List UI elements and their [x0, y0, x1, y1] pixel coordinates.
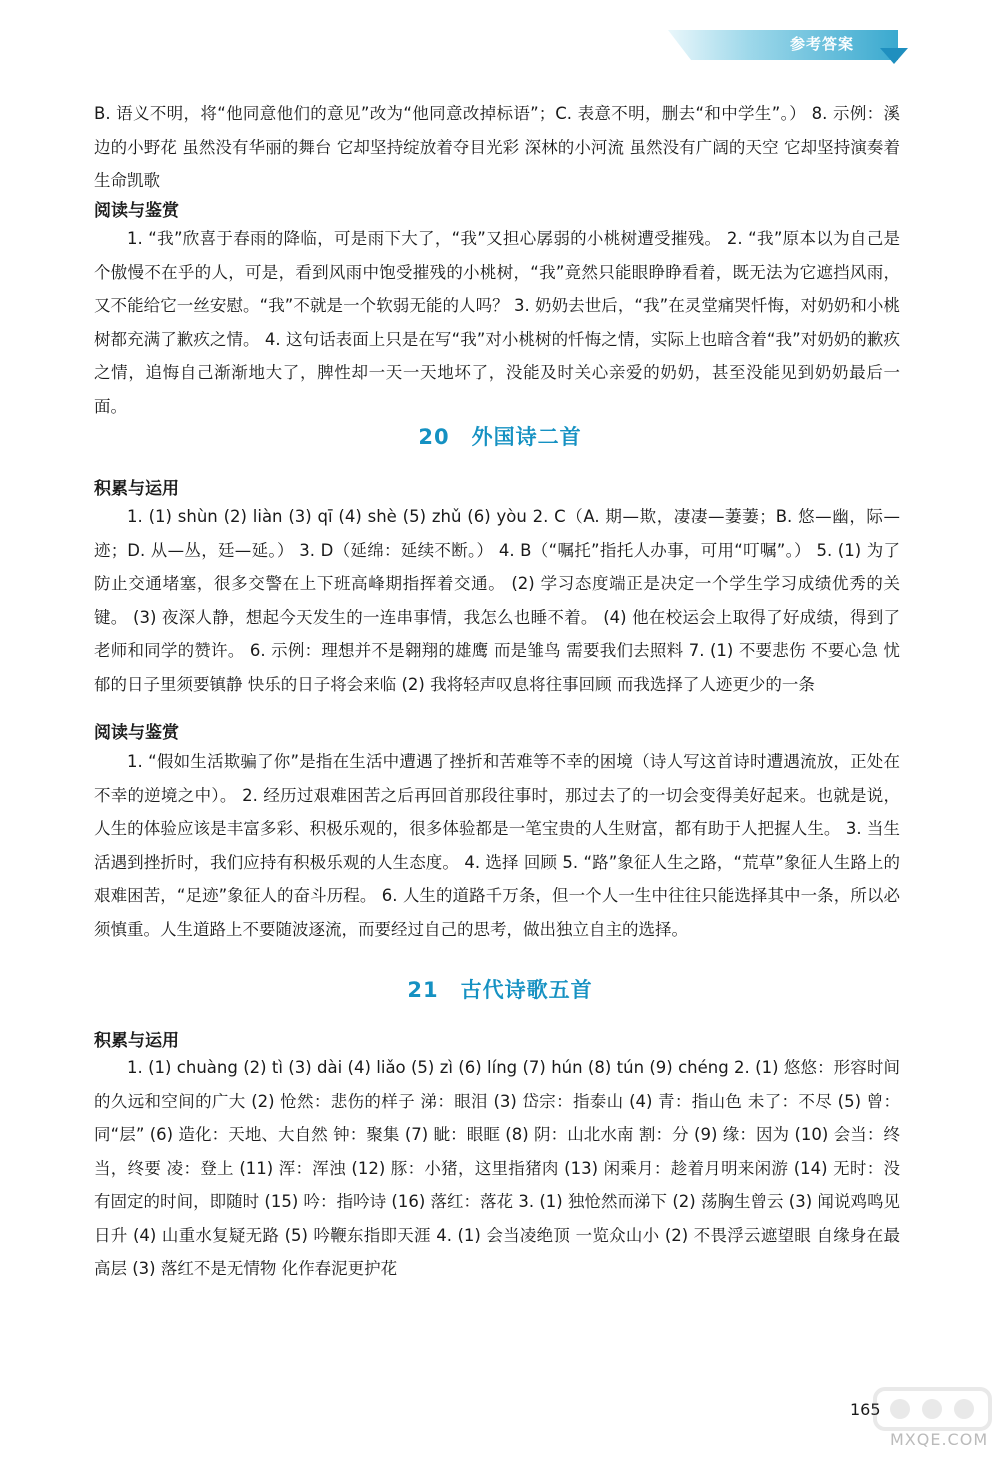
top-paragraph: B. 语义不明，将“他同意他们的意见”改为“他同意改掉标语”；C. 表意不明，删去“和中学生”。） 8. 示例：溪边的小野花 虽然没有华丽的舞台 它却坚持绽放着夺目光彩 深林的小河流 虽然没有广阔的天空 它却坚持演奏着生命凯歌 — [94, 104, 900, 190]
chapter-21-number: 21 — [407, 978, 439, 1002]
reading-text-20: 1. “假如生活欺骗了你”是指在生活中遭遇了挫折和苦难等不幸的困境（诗人写这首诗时遭遇流放，正处在不幸的逆境之中）。 2. 经历过艰难困苦之后再回首那段往事时，那过去了的一切会变得美好起来。也就是说，人生的体验应该是丰富多彩、积极乐观的，很多体验都是一笔宝贵的人生财富，都有助于人把握人生。 3. 当生活遇到挫折时，我们应持有积极乐观的人生态度。 4. 选择 回顾 5. “路”象征人生之路，“荒草”象征人生路上的艰难困苦，“足迹”象征人的奋斗历程。 6. 人生的道路千万条，但一个人一生中往往只能选择其中一条，所以必须慎重。人生道路上不要随波逐流，而要经过自己的思考，做出独立自主的选择。 — [94, 752, 900, 939]
chapter-21-title — [0, 974, 1000, 1004]
page-number: 165 — [850, 1400, 881, 1419]
accum-text-21: 1. (1) chuàng (2) tì (3) dài (4) liǎo (5) zì (6) líng (7) hún (8) tún (9) chéng 2. (1) 悠悠：形容时间的久远和空间的广大 (2) 怆然：悲伤的样子 涕：眼泪 (3) 岱宗：指泰山 (4) 青：指山色 未了：不尽 (5) 曾：同“层” (6) 造化：天地、大自然 钟：聚集 (7) 眦：眼眶 (8) 阴：山北水南 割：分 (9) 缘：因为 (10) 会当：终当，终要 凌：登上 (11) 浑：浑浊 (12) 豚：小猪，这里指猪肉 (13) 闲乘月：趁着月明来闲游 (14) 无时：没有固定的时间，即随时 (15) 吟：指吟诗 (16) 落红：落花 3. (1) 独怆然而涕下 (2) 荡胸生曾云 (3) 闻说鸡鸣见日升 (4) 山重水复疑无路 (5) 吟鞭东指即天涯 4. (1) 会当凌绝顶 一览众山小 (2) 不畏浮云遮望眼 自缘身在最高层 (3) 落红不是无情物 化作春泥更护花 — [94, 1058, 900, 1278]
chapter-20-number: 20 — [418, 425, 450, 449]
header-arrow-icon — [880, 48, 908, 64]
reading-text-1: 1. “我”欣喜于春雨的降临，可是雨下大了，“我”又担心孱弱的小桃树遭受摧残。 2. “我”原本以为自己是个傲慢不在乎的人，可是，看到风雨中饱受摧残的小桃树，“我”竟然只能眼睁睁看着，既无法为它遮挡风雨，又不能给它一丝安慰。“我”不就是一个软弱无能的人吗？ 3. 奶奶去世后，“我”在灵堂痛哭忏悔，对奶奶和小桃树都充满了歉疚之情。 4. 这句话表面上只是在写“我”对小桃树的忏悔之情，实际上也暗含着“我”对奶奶的歉疚之情，追悔自己渐渐地大了，脾性却一天一天地坏了，没能及时关心亲爱的奶奶，甚至没能见到奶奶最后一面。 — [94, 229, 900, 416]
header-label: 参考答案 — [790, 35, 855, 53]
watermark-text: MXQE.COM — [890, 1430, 989, 1449]
reading-title-1: 阅读与鉴赏 — [94, 201, 179, 221]
accum-title-21: 积累与运用 — [94, 1031, 179, 1051]
header-banner — [668, 30, 898, 60]
chapter-20-name: 外国诗二首 — [471, 425, 582, 449]
reading-title-20: 阅读与鉴赏 — [94, 723, 179, 743]
accum-title-20: 积累与运用 — [94, 479, 179, 499]
chapter-20-title — [0, 421, 1000, 451]
accum-text-20: 1. (1) shùn (2) liàn (3) qī (4) shè (5) zhǔ (6) yòu 2. C（A. 期—欺，凄凄—萋萋；B. 悠—幽，际—迹；D. 从—丛，廷—延。） 3. D（延绵：延续不断。） 4. B（“嘱托”指托人办事，可用“叮嘱”。） 5. (1) 为了防止交通堵塞，很多交警在上下班高峰期指挥着交通。 (2) 学习态度端正是决定一个学生学习成绩优秀的关键。 (3) 夜深人静，想起今天发生的一连串事情，我怎么也睡不着。 (4) 他在校运会上取得了好成绩，得到了老师和同学的赞许。 6. 示例：理想并不是翱翔的雄鹰 而是雏鸟 需要我们去照料 7. (1) 不要悲伤 不要心急 忧郁的日子里须要镇静 快乐的日子将会来临 (2) 我将轻声叹息将往事回顾 而我选择了人迹更少的一条 — [94, 507, 900, 694]
chapter-21-name: 古代诗歌五首 — [460, 978, 593, 1002]
